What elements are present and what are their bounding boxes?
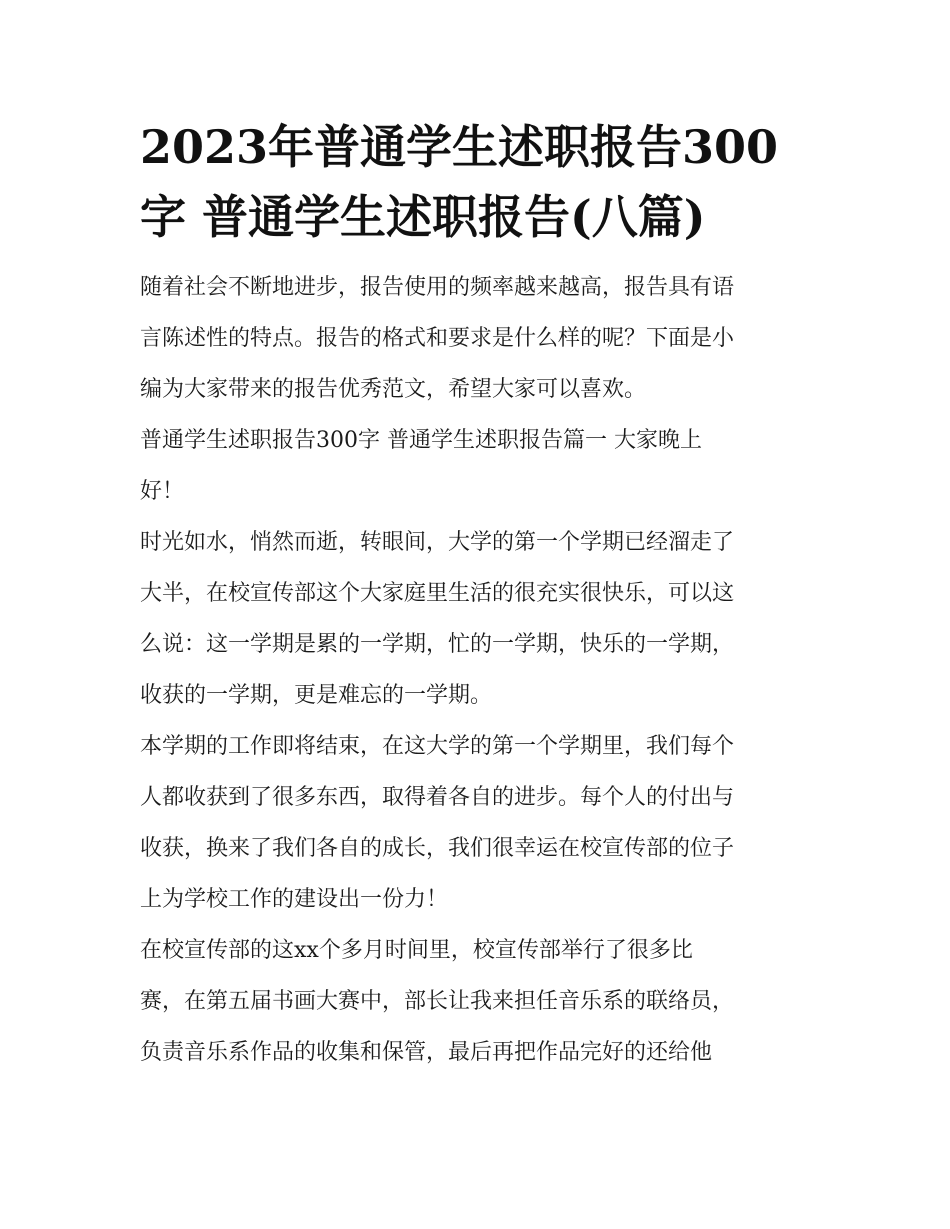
document-body xyxy=(140,112,820,1078)
text-line: 在校宣传部的这xx个多月时间里，校宣传部举行了很多比 xyxy=(140,938,693,963)
paragraph-intro xyxy=(140,262,820,415)
title-line: 字 普通学生述职报告(八篇) xyxy=(140,190,706,244)
paragraph-body xyxy=(140,721,820,925)
text-line: 么说：这一学期是累的一学期，忙的一学期，快乐的一学期， xyxy=(140,632,735,657)
text-line: 普通学生述职报告300字 普通学生述职报告篇一 大家晚上 xyxy=(140,428,702,453)
text-line: 编为大家带来的报告优秀范文，希望大家可以喜欢。 xyxy=(140,377,647,402)
text-line: 人都收获到了很多东西，取得着各自的进步。每个人的付出与 xyxy=(140,785,735,810)
text-line: 随着社会不断地进步，报告使用的频率越来越高，报告具有语 xyxy=(140,275,735,300)
text-line: 时光如水，悄然而逝，转眼间，大学的第一个学期已经溜走了 xyxy=(140,530,735,555)
text-line: 收获，换来了我们各自的成长，我们很幸运在校宣传部的位子 xyxy=(140,836,735,861)
text-line: 上为学校工作的建设出一份力！ xyxy=(140,887,449,912)
paragraph-body xyxy=(140,925,820,1078)
document-title xyxy=(140,112,820,252)
text-line: 赛，在第五届书画大赛中，部长让我来担任音乐系的联络员， xyxy=(140,989,735,1014)
paragraph-section-heading xyxy=(140,415,820,517)
title-line: 2023年普通学生述职报告300 xyxy=(140,120,779,174)
text-line: 收获的一学期，更是难忘的一学期。 xyxy=(140,683,493,708)
text-line: 大半，在校宣传部这个大家庭里生活的很充实很快乐，可以这 xyxy=(140,581,735,606)
paragraph-body xyxy=(140,517,820,721)
text-line: 负责音乐系作品的收集和保管，最后再把作品完好的还给他 xyxy=(140,1040,713,1065)
text-line: 言陈述性的特点。报告的格式和要求是什么样的呢？下面是小 xyxy=(140,326,735,351)
text-line: 好！ xyxy=(140,479,185,504)
text-line: 本学期的工作即将结束，在这大学的第一个学期里，我们每个 xyxy=(140,734,735,759)
